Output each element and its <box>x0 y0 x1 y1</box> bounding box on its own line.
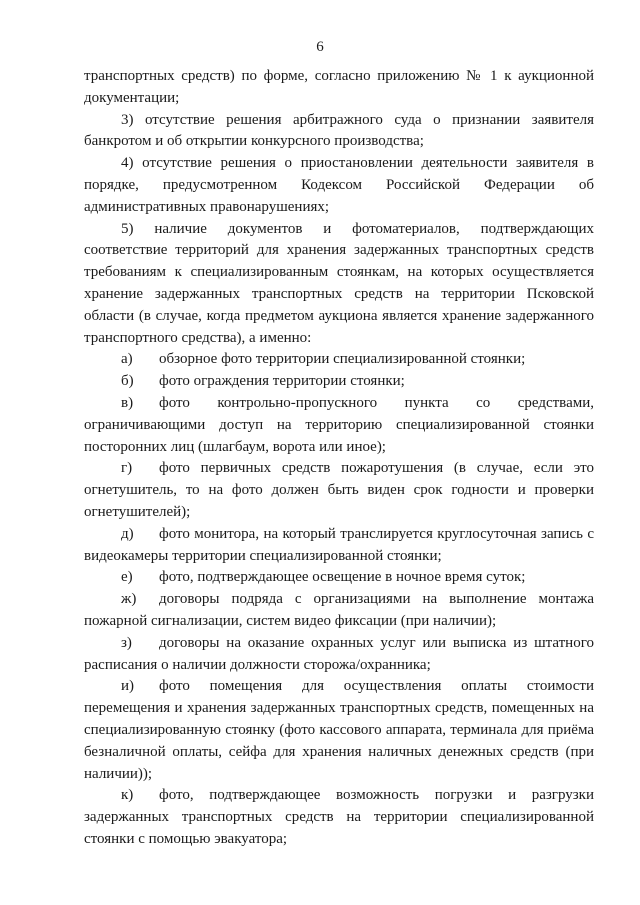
list-item-text: фото помещения для осуществления оплаты стоимости перемещения и хранения задержанных транспортных средств, помещенных на специализированную стоянку (фото кассового аппарата, терминала для приёма безналичной оплаты, сейфа для хранения наличных денежных средств (при наличии)); <box>84 678 594 782</box>
list-item <box>84 349 594 371</box>
list-item <box>84 676 594 785</box>
list-item <box>84 785 594 850</box>
paragraph: 4) отсутствие решения о приостановлении деятельности заявителя в порядке, предусмотренном Кодексом Российской Федерации об административных правонарушениях; <box>84 155 594 215</box>
list-item-text: договоры на оказание охранных услуг или выписка из штатного расписания о наличии должности сторожа/охранника; <box>84 634 594 673</box>
list-item <box>84 633 594 677</box>
list-item-marker: к) <box>121 787 134 804</box>
list-item-marker: е) <box>121 569 133 586</box>
list-item-text: фото, подтверждающее освещение в ночное время суток; <box>159 569 526 586</box>
list-item-marker: д) <box>121 525 134 542</box>
list-item <box>84 589 594 633</box>
list-item-text: договоры подряда с организациями на выполнение монтажа пожарной сигнализации, систем видео фиксации (при наличии); <box>84 591 594 629</box>
list-item-text: фото ограждения территории стоянки; <box>159 373 405 390</box>
list-item <box>84 567 594 589</box>
list-item <box>84 393 594 458</box>
list-item <box>84 371 594 393</box>
list-item-text: фото первичных средств пожаротушения (в случае, если это огнетушитель, то на фото должен быть виден срок годности и проверки огнетушителей); <box>84 460 594 520</box>
list-item-marker: а) <box>121 351 133 368</box>
paragraph: 3) отсутствие решения арбитражного суда о признании заявителя банкротом и об открытии конкурсного производства; <box>84 111 594 150</box>
document-body <box>84 66 594 851</box>
paragraph: 5) наличие документов и фотоматериалов, подтверждающих соответствие территорий для хранения задержанных транспортных средств требованиям к специализированным стоянкам, на которых осуществляется хранение задержанных транспортных средств на территории Псковской области (в случае, когда предметом аукциона является хранение задержанного транспортного средства), а именно: <box>84 220 594 346</box>
list-item-text: фото контрольно-пропускного пункта со средствами, ограничивающими доступ на территорию специализированной стоянки посторонних лиц (шлагбаум, ворота или иное); <box>84 394 594 455</box>
list-item-marker: в) <box>121 394 134 411</box>
list-item-marker: б) <box>121 373 134 390</box>
list-item-text: фото монитора, на который транслируется круглосуточная запись с видеокамеры территории специализированной стоянки; <box>84 525 594 564</box>
list-item-text: фото, подтверждающее возможность погрузки и разгрузки задержанных транспортных средств на территории специализированной стоянки с помощью эвакуатора; <box>84 787 594 847</box>
list-item-marker: г) <box>121 460 133 477</box>
list-item-text: обзорное фото территории специализированной стоянки; <box>159 351 526 368</box>
paragraph: транспортных средств) по форме, согласно приложению № 1 к аукционной документации; <box>84 68 594 106</box>
list-item <box>84 524 594 568</box>
list-item-marker: и) <box>121 678 135 695</box>
list-item <box>84 458 594 523</box>
list-item-marker: з) <box>121 634 132 651</box>
list-item-marker: ж) <box>121 591 137 608</box>
page-number: 6 <box>316 39 324 55</box>
